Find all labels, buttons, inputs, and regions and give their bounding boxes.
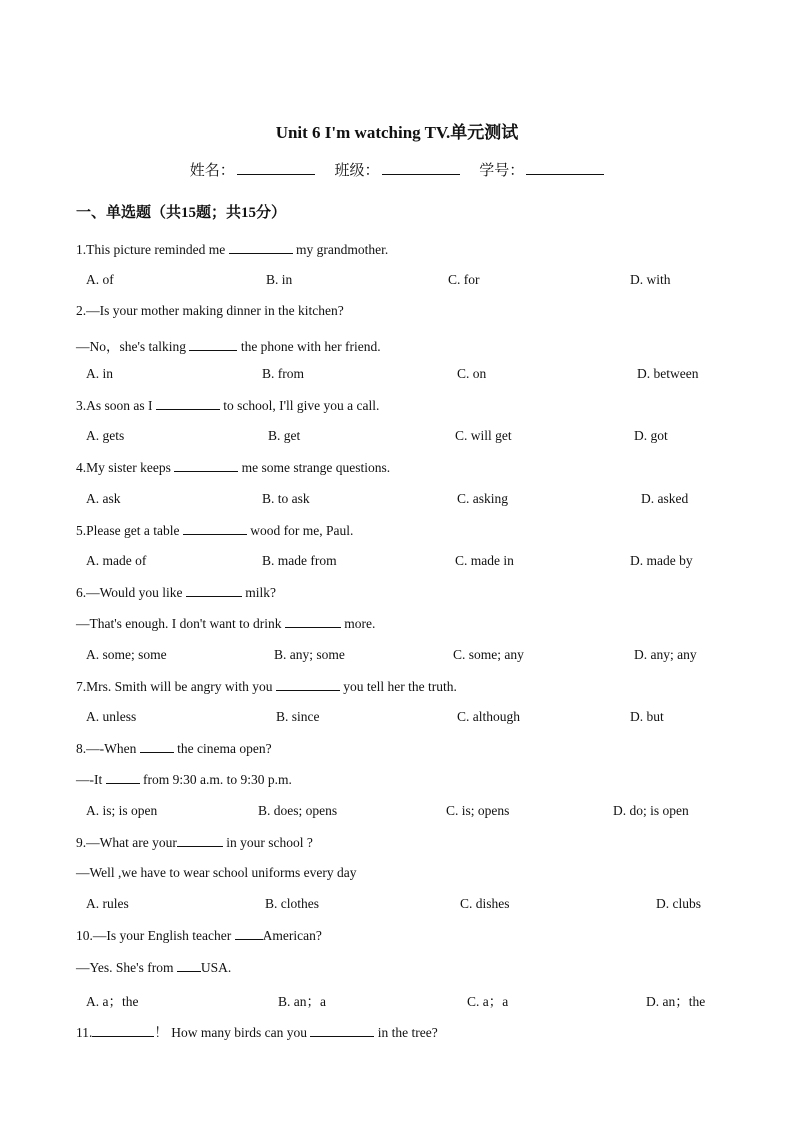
answer-blank — [229, 241, 293, 254]
question-6-reply: —That's enough. I don't want to drink more. — [76, 616, 376, 631]
q10-option-a: A. a；the — [86, 994, 139, 1009]
q1-option-d: D. with — [630, 272, 671, 287]
class-field — [334, 159, 459, 180]
q10-option-d: D. an；the — [646, 994, 706, 1009]
answer-blank — [177, 959, 201, 972]
answer-blank — [177, 834, 223, 847]
question-10-reply: —Yes. She's from USA. — [76, 960, 232, 975]
answer-blank — [186, 584, 242, 597]
answer-blank — [310, 1024, 374, 1037]
q3-option-c: C. will get — [455, 428, 512, 443]
q9-option-c: C. dishes — [460, 896, 510, 911]
answer-blank — [156, 397, 220, 410]
q4-option-a: A. ask — [86, 491, 121, 506]
q8-option-a: A. is; is open — [86, 803, 158, 818]
q7-option-b: B. since — [276, 709, 320, 724]
q2-option-a: A. in — [86, 366, 113, 381]
q8-option-c: C. is; opens — [446, 803, 510, 818]
q9-option-b: B. clothes — [265, 896, 319, 911]
q2-option-b: B. from — [262, 366, 304, 381]
q6-option-a: A. some; some — [86, 647, 167, 662]
q5-option-b: B. made from — [262, 553, 337, 568]
q6-option-b: B. any; some — [274, 647, 345, 662]
q5-option-d: D. made by — [630, 553, 693, 568]
question-1: 1.This picture reminded me my grandmother. — [76, 242, 389, 257]
q7-option-d: D. but — [630, 709, 664, 724]
q2-option-c: C. on — [457, 366, 487, 381]
q1-option-b: B. in — [266, 272, 293, 287]
question-8-reply: —-It from 9:30 a.m. to 9:30 p.m. — [76, 772, 292, 787]
answer-blank — [140, 740, 174, 753]
student-id-blank — [526, 160, 604, 175]
q3-option-d: D. got — [634, 428, 668, 443]
q10-option-b: B. an；a — [278, 994, 326, 1009]
question-3: 3.As soon as I to school, I'll give you a call. — [76, 398, 380, 413]
q6-option-d: D. any; any — [634, 647, 697, 662]
q5-option-a: A. made of — [86, 553, 147, 568]
q1-option-c: C. for — [448, 272, 480, 287]
class-blank — [382, 160, 460, 175]
question-9: 9.—What are your in your school ? — [76, 835, 313, 850]
answer-blank — [189, 338, 237, 351]
q1-option-a: A. of — [86, 272, 114, 287]
student-info-row — [0, 159, 794, 180]
question-8: 8.—-When the cinema open? — [76, 741, 272, 756]
question-10: 10.—Is your English teacher American? — [76, 928, 322, 943]
answer-blank — [235, 927, 263, 940]
question-7: 7.Mrs. Smith will be angry with you you tell her the truth. — [76, 679, 457, 694]
q10-option-c: C. a；a — [467, 994, 509, 1009]
answer-blank — [92, 1024, 154, 1037]
question-4: 4.My sister keeps me some strange questions. — [76, 460, 391, 475]
name-label: 姓名： — [189, 163, 235, 179]
section-heading: 一、单选题（共15题；共15分） — [76, 205, 287, 221]
name-blank — [237, 160, 315, 175]
answer-blank — [276, 678, 340, 691]
q8-option-b: B. does; opens — [258, 803, 338, 818]
question-9-reply: —Well ,we have to wear school uniforms every day — [76, 865, 357, 880]
question-2: 2.—Is your mother making dinner in the kitchen? — [76, 303, 344, 318]
student-id-label: 学号： — [479, 163, 525, 179]
q9-option-a: A. rules — [86, 896, 129, 911]
class-label: 班级： — [334, 163, 380, 179]
q8-option-d: D. do; is open — [613, 803, 689, 818]
q3-option-a: A. gets — [86, 428, 125, 443]
q7-option-a: A. unless — [86, 709, 137, 724]
name-field — [190, 159, 315, 180]
answer-blank — [174, 459, 238, 472]
q2-option-d: D. between — [637, 366, 699, 381]
question-5: 5.Please get a table wood for me, Paul. — [76, 523, 354, 538]
q7-option-c: C. although — [457, 709, 520, 724]
q6-option-c: C. some; any — [453, 647, 524, 662]
answer-blank — [285, 615, 341, 628]
answer-blank — [106, 771, 140, 784]
q4-option-b: B. to ask — [262, 491, 310, 506]
q5-option-c: C. made in — [455, 553, 514, 568]
q3-option-b: B. get — [268, 428, 301, 443]
student-id-field — [479, 159, 604, 180]
q4-option-c: C. asking — [457, 491, 509, 506]
answer-blank — [183, 522, 247, 535]
question-11: 11. ！ How many birds can you in the tree? — [76, 1025, 438, 1040]
page-title: Unit 6 I'm watching TV.单元测试 — [275, 123, 519, 142]
q4-option-d: D. asked — [641, 491, 689, 506]
question-6: 6.—Would you like milk? — [76, 585, 277, 600]
q9-option-d: D. clubs — [656, 896, 701, 911]
question-2-reply: —No，she's talking the phone with her friend. — [76, 339, 381, 354]
